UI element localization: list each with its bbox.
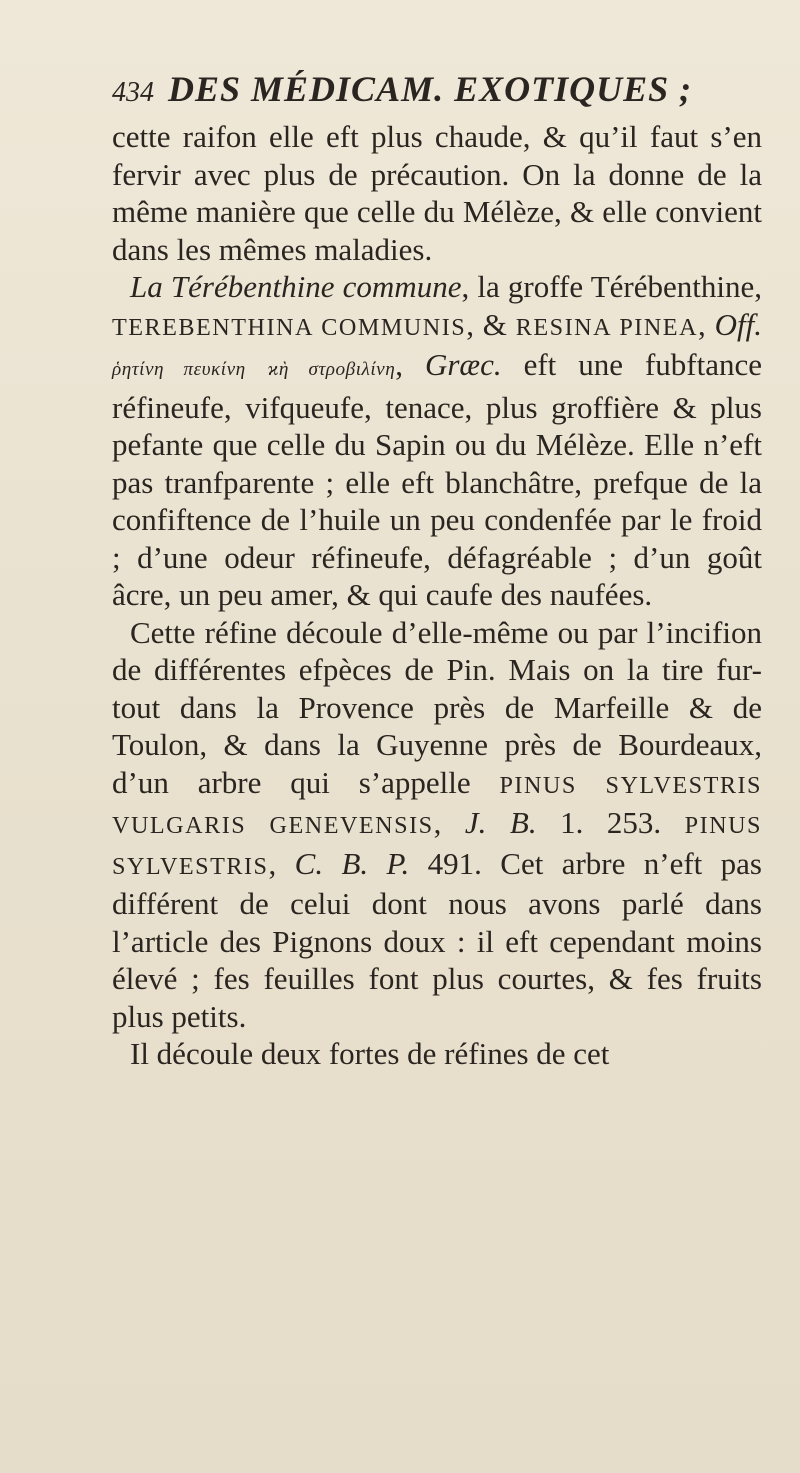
text-span: , la groffe Térébenthine, xyxy=(461,269,762,304)
text-span-gr: ῥητίνη πευκίνη xyxy=(112,359,246,380)
text-span-gr: ϰὴ στροβιλίνη xyxy=(267,359,396,380)
text-span: Il découle deux fortes de réfines de cet xyxy=(130,1036,610,1071)
text-span: Cette réfine découle d’elle-même ou par l’incifion de différentes efpèces de Pin. Mais on la tire fur-tout dans la Provence près de Marfeille & de Toulon, & dans la Guyenne près de Bourdeaux, d’un arbre qui s’appelle xyxy=(112,614,762,800)
text-span-it: C. B. P. xyxy=(294,845,410,881)
page-header xyxy=(112,68,752,124)
text-span-sc: PINUS SYLVESTRIS xyxy=(112,812,763,880)
text-span: 491. Cet arbre n’eft pas différent de celui dont nous avons parlé dans l’article des Pignons doux : il eft cependant moins élevé ; fes feuilles font plus courtes, & fes fruits plus petits. xyxy=(112,845,762,1034)
text-span: , xyxy=(395,347,425,382)
text-span-it: Græc. xyxy=(424,347,502,382)
text-span: , xyxy=(268,845,295,881)
text-span-sc: PINUS SYLVESTRIS VULGARIS GENEVENSIS xyxy=(112,771,762,839)
text-span: cette raifon elle eft plus chaude, & qu’il faut s’en fervir avec plus de précaution. On la donne de la même manière que celle du Mélèze, & elle convient dans les mêmes maladies. xyxy=(112,119,762,267)
running-head: DES MÉDICAM. EXOTIQUES ; xyxy=(168,69,693,109)
paragraph-two-resins xyxy=(112,1035,762,1073)
text-span-it: La Térébenthine commune xyxy=(130,269,462,304)
text-span: 1. 253. xyxy=(536,805,685,840)
body-text xyxy=(112,118,762,1073)
text-span: , & xyxy=(466,306,516,342)
text-span-it: Off. xyxy=(714,306,762,342)
page-number: 434 xyxy=(112,77,154,108)
text-span xyxy=(246,347,268,382)
text-span: eft une fubftance réfineufe, vifqueufe, tenace, plus groffière & plus pefante que celle du Sapin ou du Mélèze. Elle n’eft pas tranfparente ; elle eft blanchâtre, prefque de la confiftence de l’huile un peu condenfée par le froid ; d’une odeur réfineufe, défagréable ; d’un goût âcre, un peu amer, & qui caufe des naufées. xyxy=(112,347,763,612)
text-span: , xyxy=(433,805,465,840)
text-span-it: J. B. xyxy=(464,805,537,840)
paragraph-resin-source xyxy=(112,614,762,1036)
text-span-sc: TEREBENTHINA COMMUNIS xyxy=(112,313,467,341)
text-span: , xyxy=(698,306,715,342)
text-span-sc: RESINA PINEA xyxy=(515,313,699,341)
paragraph-continuation xyxy=(112,118,762,268)
paragraph-terebenthine-commune xyxy=(112,268,762,614)
